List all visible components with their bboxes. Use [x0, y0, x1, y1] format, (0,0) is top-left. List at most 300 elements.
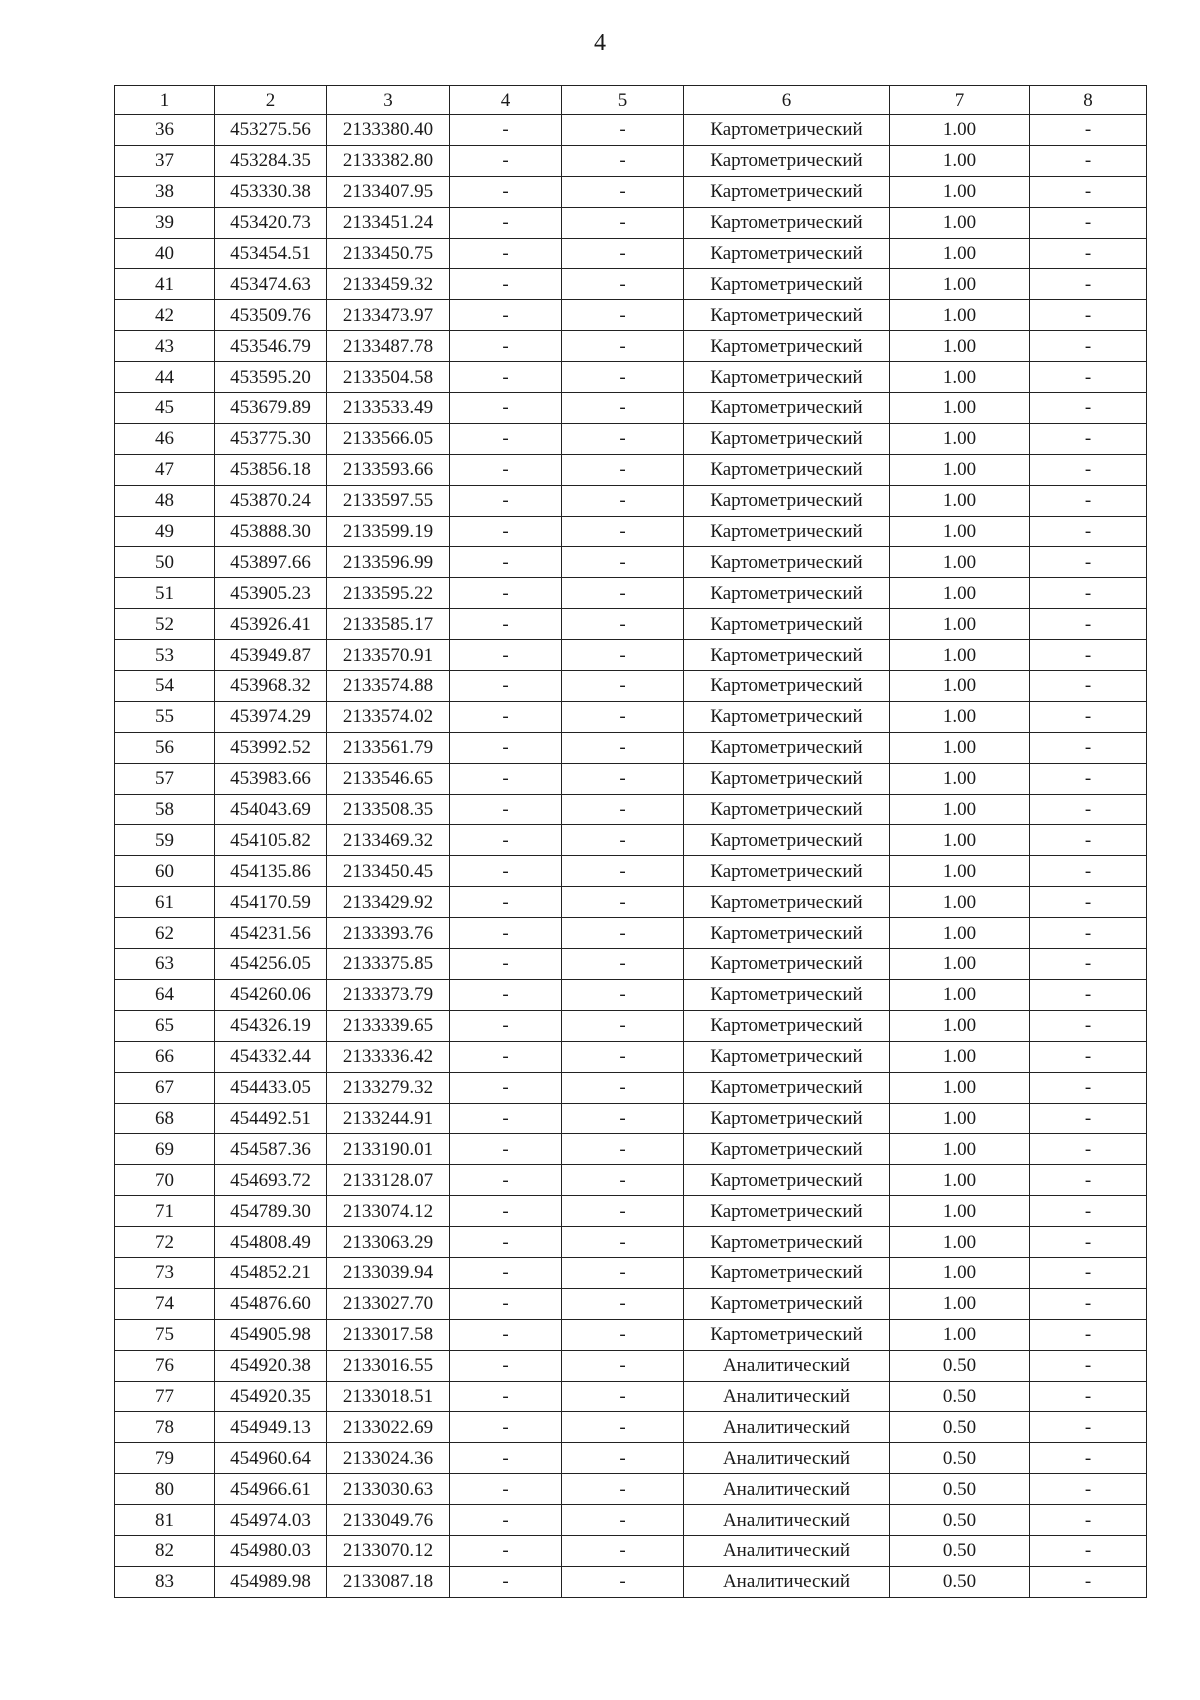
col4-cell: - [450, 115, 562, 146]
col4-cell: - [450, 640, 562, 671]
col4-cell: - [450, 1566, 562, 1597]
y-coordinate-cell: 2133469.32 [327, 825, 450, 856]
method-cell: Аналитический [684, 1474, 890, 1505]
col5-cell: - [562, 300, 684, 331]
table-row [115, 949, 1147, 980]
x-coordinate-cell: 454332.44 [215, 1041, 327, 1072]
table-row [115, 1196, 1147, 1227]
point-number-cell: 39 [115, 207, 215, 238]
header-row [115, 86, 1147, 115]
point-number-cell: 81 [115, 1505, 215, 1536]
accuracy-cell: 1.00 [890, 269, 1030, 300]
col5-cell: - [562, 1535, 684, 1566]
accuracy-cell: 1.00 [890, 1010, 1030, 1041]
method-cell: Картометрический [684, 1288, 890, 1319]
point-number-cell: 73 [115, 1257, 215, 1288]
table-row [115, 1288, 1147, 1319]
col4-cell: - [450, 1010, 562, 1041]
table-row [115, 1474, 1147, 1505]
accuracy-cell: 1.00 [890, 1134, 1030, 1165]
table-row [115, 1227, 1147, 1258]
x-coordinate-cell: 453968.32 [215, 671, 327, 702]
y-coordinate-cell: 2133429.92 [327, 887, 450, 918]
table-row [115, 825, 1147, 856]
accuracy-cell: 1.00 [890, 1319, 1030, 1350]
y-coordinate-cell: 2133574.88 [327, 671, 450, 702]
col4-cell: - [450, 609, 562, 640]
col8-cell: - [1030, 1319, 1147, 1350]
col8-cell: - [1030, 609, 1147, 640]
method-cell: Картометрический [684, 640, 890, 671]
table-row [115, 145, 1147, 176]
method-cell: Картометрический [684, 1041, 890, 1072]
y-coordinate-cell: 2133024.36 [327, 1443, 450, 1474]
method-cell: Картометрический [684, 331, 890, 362]
accuracy-cell: 0.50 [890, 1443, 1030, 1474]
table-row [115, 918, 1147, 949]
col8-cell: - [1030, 1412, 1147, 1443]
point-number-cell: 43 [115, 331, 215, 362]
point-number-cell: 57 [115, 763, 215, 794]
accuracy-cell: 1.00 [890, 1288, 1030, 1319]
method-cell: Картометрический [684, 1103, 890, 1134]
y-coordinate-cell: 2133473.97 [327, 300, 450, 331]
col8-cell: - [1030, 547, 1147, 578]
point-number-cell: 71 [115, 1196, 215, 1227]
col8-cell: - [1030, 331, 1147, 362]
x-coordinate-cell: 454876.60 [215, 1288, 327, 1319]
point-number-cell: 46 [115, 423, 215, 454]
method-cell: Аналитический [684, 1381, 890, 1412]
method-cell: Картометрический [684, 485, 890, 516]
col4-cell: - [450, 1072, 562, 1103]
y-coordinate-cell: 2133017.58 [327, 1319, 450, 1350]
table-row [115, 1072, 1147, 1103]
y-coordinate-cell: 2133380.40 [327, 115, 450, 146]
method-cell: Аналитический [684, 1566, 890, 1597]
accuracy-cell: 1.00 [890, 1196, 1030, 1227]
table-row [115, 269, 1147, 300]
table-row [115, 1566, 1147, 1597]
col5-cell: - [562, 1257, 684, 1288]
point-number-cell: 62 [115, 918, 215, 949]
method-cell: Картометрический [684, 949, 890, 980]
col5-cell: - [562, 547, 684, 578]
col8-cell: - [1030, 1041, 1147, 1072]
col4-cell: - [450, 1165, 562, 1196]
col5-cell: - [562, 1010, 684, 1041]
col5-cell: - [562, 1103, 684, 1134]
point-number-cell: 53 [115, 640, 215, 671]
y-coordinate-cell: 2133574.02 [327, 701, 450, 732]
col8-cell: - [1030, 640, 1147, 671]
column-header: 8 [1030, 86, 1147, 115]
col8-cell: - [1030, 238, 1147, 269]
point-number-cell: 48 [115, 485, 215, 516]
y-coordinate-cell: 2133336.42 [327, 1041, 450, 1072]
x-coordinate-cell: 454974.03 [215, 1505, 327, 1536]
table-row [115, 485, 1147, 516]
table-row [115, 1134, 1147, 1165]
col8-cell: - [1030, 1103, 1147, 1134]
table-row [115, 176, 1147, 207]
x-coordinate-cell: 453679.89 [215, 393, 327, 424]
method-cell: Картометрический [684, 1134, 890, 1165]
page-number: 4 [594, 30, 606, 56]
method-cell: Картометрический [684, 918, 890, 949]
point-number-cell: 66 [115, 1041, 215, 1072]
accuracy-cell: 1.00 [890, 423, 1030, 454]
accuracy-cell: 0.50 [890, 1381, 1030, 1412]
y-coordinate-cell: 2133382.80 [327, 145, 450, 176]
col5-cell: - [562, 362, 684, 393]
x-coordinate-cell: 454492.51 [215, 1103, 327, 1134]
col8-cell: - [1030, 423, 1147, 454]
table-row [115, 732, 1147, 763]
point-number-cell: 44 [115, 362, 215, 393]
y-coordinate-cell: 2133027.70 [327, 1288, 450, 1319]
table-row [115, 238, 1147, 269]
y-coordinate-cell: 2133487.78 [327, 331, 450, 362]
col8-cell: - [1030, 918, 1147, 949]
col8-cell: - [1030, 1505, 1147, 1536]
table-row [115, 1319, 1147, 1350]
method-cell: Картометрический [684, 1257, 890, 1288]
x-coordinate-cell: 453595.20 [215, 362, 327, 393]
y-coordinate-cell: 2133030.63 [327, 1474, 450, 1505]
point-number-cell: 70 [115, 1165, 215, 1196]
table-row [115, 1412, 1147, 1443]
x-coordinate-cell: 453275.56 [215, 115, 327, 146]
col4-cell: - [450, 794, 562, 825]
method-cell: Картометрический [684, 547, 890, 578]
accuracy-cell: 1.00 [890, 207, 1030, 238]
point-number-cell: 65 [115, 1010, 215, 1041]
point-number-cell: 41 [115, 269, 215, 300]
y-coordinate-cell: 2133451.24 [327, 207, 450, 238]
col4-cell: - [450, 671, 562, 702]
table-row [115, 331, 1147, 362]
col8-cell: - [1030, 671, 1147, 702]
y-coordinate-cell: 2133450.75 [327, 238, 450, 269]
point-number-cell: 72 [115, 1227, 215, 1258]
col8-cell: - [1030, 207, 1147, 238]
col4-cell: - [450, 362, 562, 393]
col8-cell: - [1030, 115, 1147, 146]
col8-cell: - [1030, 393, 1147, 424]
method-cell: Картометрический [684, 763, 890, 794]
col4-cell: - [450, 485, 562, 516]
y-coordinate-cell: 2133596.99 [327, 547, 450, 578]
col8-cell: - [1030, 578, 1147, 609]
method-cell: Картометрический [684, 1072, 890, 1103]
x-coordinate-cell: 453454.51 [215, 238, 327, 269]
col5-cell: - [562, 115, 684, 146]
col5-cell: - [562, 238, 684, 269]
table-row [115, 1103, 1147, 1134]
col4-cell: - [450, 1041, 562, 1072]
col5-cell: - [562, 207, 684, 238]
point-number-cell: 51 [115, 578, 215, 609]
col8-cell: - [1030, 1443, 1147, 1474]
accuracy-cell: 1.00 [890, 238, 1030, 269]
x-coordinate-cell: 454789.30 [215, 1196, 327, 1227]
y-coordinate-cell: 2133128.07 [327, 1165, 450, 1196]
x-coordinate-cell: 454852.21 [215, 1257, 327, 1288]
col4-cell: - [450, 1350, 562, 1381]
point-number-cell: 52 [115, 609, 215, 640]
col5-cell: - [562, 949, 684, 980]
method-cell: Картометрический [684, 1165, 890, 1196]
col5-cell: - [562, 794, 684, 825]
x-coordinate-cell: 453509.76 [215, 300, 327, 331]
accuracy-cell: 0.50 [890, 1566, 1030, 1597]
table-row [115, 763, 1147, 794]
col4-cell: - [450, 578, 562, 609]
col8-cell: - [1030, 516, 1147, 547]
x-coordinate-cell: 453856.18 [215, 454, 327, 485]
x-coordinate-cell: 454949.13 [215, 1412, 327, 1443]
point-number-cell: 37 [115, 145, 215, 176]
accuracy-cell: 1.00 [890, 1257, 1030, 1288]
x-coordinate-cell: 453775.30 [215, 423, 327, 454]
col4-cell: - [450, 1196, 562, 1227]
y-coordinate-cell: 2133087.18 [327, 1566, 450, 1597]
accuracy-cell: 1.00 [890, 856, 1030, 887]
method-cell: Картометрический [684, 732, 890, 763]
table-row [115, 454, 1147, 485]
method-cell: Картометрический [684, 578, 890, 609]
method-cell: Картометрический [684, 979, 890, 1010]
table-row [115, 115, 1147, 146]
col8-cell: - [1030, 1257, 1147, 1288]
col5-cell: - [562, 578, 684, 609]
col5-cell: - [562, 1072, 684, 1103]
table-row [115, 578, 1147, 609]
col5-cell: - [562, 485, 684, 516]
y-coordinate-cell: 2133373.79 [327, 979, 450, 1010]
accuracy-cell: 0.50 [890, 1412, 1030, 1443]
x-coordinate-cell: 454966.61 [215, 1474, 327, 1505]
accuracy-cell: 1.00 [890, 362, 1030, 393]
accuracy-cell: 1.00 [890, 300, 1030, 331]
x-coordinate-cell: 454231.56 [215, 918, 327, 949]
point-number-cell: 68 [115, 1103, 215, 1134]
y-coordinate-cell: 2133393.76 [327, 918, 450, 949]
y-coordinate-cell: 2133190.01 [327, 1134, 450, 1165]
point-number-cell: 75 [115, 1319, 215, 1350]
y-coordinate-cell: 2133459.32 [327, 269, 450, 300]
y-coordinate-cell: 2133022.69 [327, 1412, 450, 1443]
x-coordinate-cell: 454105.82 [215, 825, 327, 856]
table-row [115, 1350, 1147, 1381]
table-row [115, 207, 1147, 238]
x-coordinate-cell: 453420.73 [215, 207, 327, 238]
method-cell: Картометрический [684, 856, 890, 887]
table-row [115, 640, 1147, 671]
method-cell: Картометрический [684, 671, 890, 702]
col5-cell: - [562, 454, 684, 485]
col5-cell: - [562, 979, 684, 1010]
table-row [115, 1041, 1147, 1072]
point-number-cell: 38 [115, 176, 215, 207]
col8-cell: - [1030, 1566, 1147, 1597]
point-number-cell: 42 [115, 300, 215, 331]
col5-cell: - [562, 763, 684, 794]
col8-cell: - [1030, 1196, 1147, 1227]
col4-cell: - [450, 1134, 562, 1165]
col5-cell: - [562, 1505, 684, 1536]
col4-cell: - [450, 1535, 562, 1566]
x-coordinate-cell: 453284.35 [215, 145, 327, 176]
col5-cell: - [562, 145, 684, 176]
accuracy-cell: 1.00 [890, 918, 1030, 949]
col5-cell: - [562, 1381, 684, 1412]
method-cell: Картометрический [684, 423, 890, 454]
col4-cell: - [450, 1381, 562, 1412]
col8-cell: - [1030, 485, 1147, 516]
col8-cell: - [1030, 1165, 1147, 1196]
y-coordinate-cell: 2133375.85 [327, 949, 450, 980]
table-row [115, 1165, 1147, 1196]
col4-cell: - [450, 856, 562, 887]
point-number-cell: 60 [115, 856, 215, 887]
col5-cell: - [562, 1288, 684, 1319]
col4-cell: - [450, 979, 562, 1010]
y-coordinate-cell: 2133599.19 [327, 516, 450, 547]
point-number-cell: 82 [115, 1535, 215, 1566]
accuracy-cell: 0.50 [890, 1535, 1030, 1566]
y-coordinate-cell: 2133070.12 [327, 1535, 450, 1566]
col8-cell: - [1030, 794, 1147, 825]
x-coordinate-cell: 453949.87 [215, 640, 327, 671]
col5-cell: - [562, 856, 684, 887]
col5-cell: - [562, 1196, 684, 1227]
col8-cell: - [1030, 454, 1147, 485]
col4-cell: - [450, 176, 562, 207]
y-coordinate-cell: 2133546.65 [327, 763, 450, 794]
table-row [115, 1443, 1147, 1474]
col4-cell: - [450, 1443, 562, 1474]
method-cell: Картометрический [684, 393, 890, 424]
point-number-cell: 58 [115, 794, 215, 825]
col5-cell: - [562, 1443, 684, 1474]
col4-cell: - [450, 887, 562, 918]
accuracy-cell: 1.00 [890, 516, 1030, 547]
x-coordinate-cell: 454960.64 [215, 1443, 327, 1474]
point-number-cell: 78 [115, 1412, 215, 1443]
col5-cell: - [562, 732, 684, 763]
x-coordinate-cell: 454260.06 [215, 979, 327, 1010]
method-cell: Картометрический [684, 1227, 890, 1258]
accuracy-cell: 1.00 [890, 949, 1030, 980]
y-coordinate-cell: 2133016.55 [327, 1350, 450, 1381]
method-cell: Картометрический [684, 300, 890, 331]
method-cell: Картометрический [684, 176, 890, 207]
col4-cell: - [450, 949, 562, 980]
col5-cell: - [562, 1134, 684, 1165]
x-coordinate-cell: 454989.98 [215, 1566, 327, 1597]
accuracy-cell: 0.50 [890, 1474, 1030, 1505]
y-coordinate-cell: 2133339.65 [327, 1010, 450, 1041]
col8-cell: - [1030, 1288, 1147, 1319]
point-number-cell: 80 [115, 1474, 215, 1505]
accuracy-cell: 1.00 [890, 485, 1030, 516]
accuracy-cell: 1.00 [890, 578, 1030, 609]
column-header: 6 [684, 86, 890, 115]
y-coordinate-cell: 2133244.91 [327, 1103, 450, 1134]
table-body [115, 115, 1147, 1598]
method-cell: Картометрический [684, 115, 890, 146]
col8-cell: - [1030, 979, 1147, 1010]
y-coordinate-cell: 2133074.12 [327, 1196, 450, 1227]
y-coordinate-cell: 2133049.76 [327, 1505, 450, 1536]
table-row [115, 1381, 1147, 1412]
col5-cell: - [562, 393, 684, 424]
x-coordinate-cell: 453888.30 [215, 516, 327, 547]
method-cell: Картометрический [684, 1319, 890, 1350]
col5-cell: - [562, 269, 684, 300]
x-coordinate-cell: 453983.66 [215, 763, 327, 794]
column-header: 7 [890, 86, 1030, 115]
method-cell: Картометрический [684, 794, 890, 825]
method-cell: Картометрический [684, 454, 890, 485]
col5-cell: - [562, 1350, 684, 1381]
col4-cell: - [450, 1227, 562, 1258]
method-cell: Картометрический [684, 609, 890, 640]
x-coordinate-cell: 454980.03 [215, 1535, 327, 1566]
y-coordinate-cell: 2133279.32 [327, 1072, 450, 1103]
col5-cell: - [562, 1041, 684, 1072]
table-row [115, 1010, 1147, 1041]
accuracy-cell: 1.00 [890, 331, 1030, 362]
method-cell: Картометрический [684, 1196, 890, 1227]
x-coordinate-cell: 454135.86 [215, 856, 327, 887]
table-row [115, 979, 1147, 1010]
accuracy-cell: 1.00 [890, 176, 1030, 207]
accuracy-cell: 1.00 [890, 640, 1030, 671]
coordinates-table [114, 85, 1147, 1598]
col8-cell: - [1030, 732, 1147, 763]
col5-cell: - [562, 671, 684, 702]
x-coordinate-cell: 454256.05 [215, 949, 327, 980]
point-number-cell: 79 [115, 1443, 215, 1474]
col4-cell: - [450, 1288, 562, 1319]
method-cell: Картометрический [684, 269, 890, 300]
y-coordinate-cell: 2133063.29 [327, 1227, 450, 1258]
table-row [115, 1535, 1147, 1566]
x-coordinate-cell: 453992.52 [215, 732, 327, 763]
x-coordinate-cell: 454587.36 [215, 1134, 327, 1165]
accuracy-cell: 1.00 [890, 145, 1030, 176]
table-row [115, 701, 1147, 732]
accuracy-cell: 1.00 [890, 763, 1030, 794]
col4-cell: - [450, 238, 562, 269]
col5-cell: - [562, 701, 684, 732]
point-number-cell: 47 [115, 454, 215, 485]
col8-cell: - [1030, 176, 1147, 207]
method-cell: Картометрический [684, 887, 890, 918]
col4-cell: - [450, 1474, 562, 1505]
accuracy-cell: 1.00 [890, 1072, 1030, 1103]
x-coordinate-cell: 453546.79 [215, 331, 327, 362]
table-row [115, 671, 1147, 702]
method-cell: Картометрический [684, 701, 890, 732]
column-header: 2 [215, 86, 327, 115]
x-coordinate-cell: 454326.19 [215, 1010, 327, 1041]
table-row [115, 794, 1147, 825]
col4-cell: - [450, 300, 562, 331]
